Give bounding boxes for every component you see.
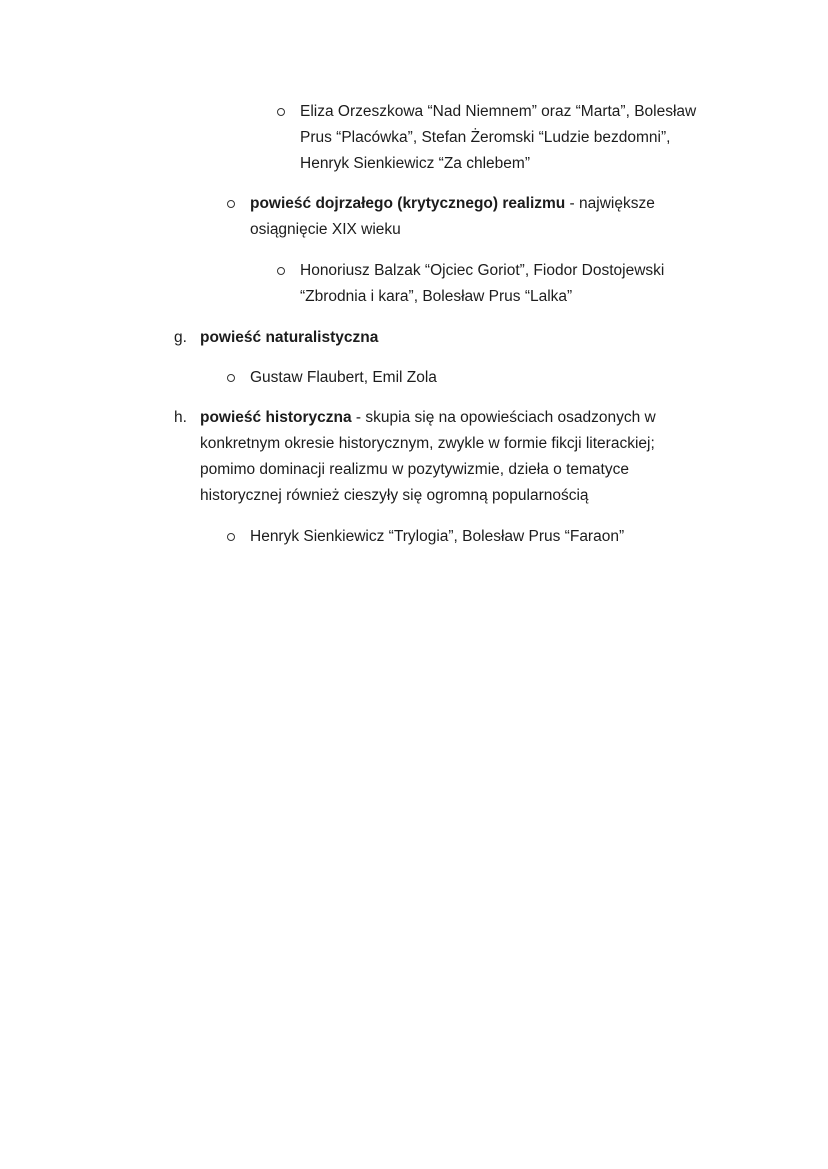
description: - skupia się na opowieściach osadzonych w [351, 409, 656, 426]
text-line: Henryk Sienkiewicz “Trylogia”, Bolesław Prus “Faraon” [250, 528, 625, 545]
bullet-icon [227, 374, 235, 382]
text-line: konkretnym okresie historycznym, zwykle w formie fikcji literackiej; [200, 435, 655, 452]
bullet-icon [227, 200, 235, 208]
text-line: osiągnięcie XIX wieku [250, 221, 401, 238]
term: powieść historyczna [200, 409, 352, 426]
list-item [250, 365, 437, 391]
description: - największe [565, 195, 655, 212]
bullet-icon [277, 108, 285, 116]
text-line: Prus “Placówka”, Stefan Żeromski “Ludzie bezdomni”, [300, 129, 671, 146]
text-line: Eliza Orzeszkowa “Nad Niemnem” oraz “Marta”, Bolesław [300, 103, 697, 120]
text-line: Gustaw Flaubert, Emil Zola [250, 369, 437, 386]
list-item [300, 258, 664, 310]
list-item [200, 325, 378, 351]
bullet-icon [277, 267, 285, 275]
text-line: historycznej również cieszyły się ogromną popularnością [200, 487, 589, 504]
text-line: Henryk Sienkiewicz “Za chlebem” [300, 155, 530, 172]
bullet-icon [227, 533, 235, 541]
term: powieść naturalistyczna [200, 329, 379, 346]
list-marker: h. [174, 409, 187, 426]
list-marker: g. [174, 329, 187, 346]
term: powieść dojrzałego (krytycznego) realizmu [250, 195, 566, 212]
list-item [250, 191, 655, 243]
list-item [250, 524, 624, 550]
list-item [200, 405, 656, 509]
list-item [300, 99, 696, 177]
text-line: “Zbrodnia i kara”, Bolesław Prus “Lalka” [300, 288, 573, 305]
text-line: pomimo dominacji realizmu w pozytywizmie, dzieła o tematyce [200, 461, 629, 478]
text-line: Honoriusz Balzak “Ojciec Goriot”, Fiodor Dostojewski [300, 262, 665, 279]
